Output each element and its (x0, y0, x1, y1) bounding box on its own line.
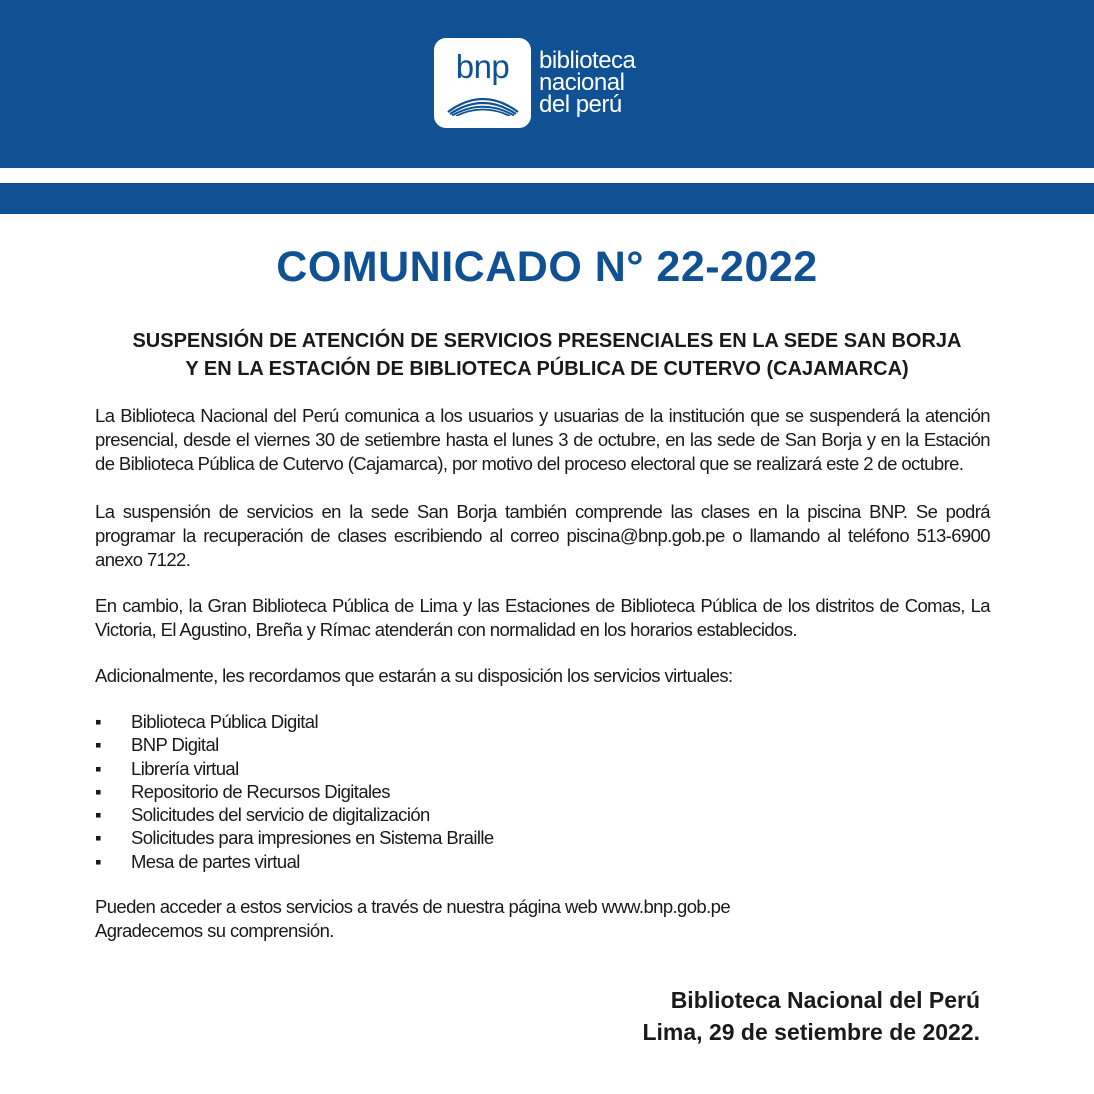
logo-line-3: del perú (539, 91, 622, 118)
list-item: ▪ Solicitudes para impresiones en Sistema Braille (95, 827, 494, 849)
communique-body (95, 404, 990, 943)
closing-text (95, 895, 990, 943)
paragraph-1: La Biblioteca Nacional del Perú comunica a los usuarios y usuarias de la institución que se suspenderá la atención presencial, desde el viernes 30 de setiembre hasta el lunes 3 de octubre, en las sede de San Borja y en la Estación de Biblioteca Pública de Cutervo (Cajamarca), por motivo del proceso electoral que se realizará este 2 de octubre. (95, 405, 990, 474)
list-item: ▪ Biblioteca Pública Digital (95, 711, 318, 732)
list-item: ▪ Librería virtual (95, 757, 239, 779)
subtitle-line-2: Y EN LA ESTACIÓN DE BIBLIOTECA PÚBLICA DE CUTERVO (CAJAMARCA) (185, 358, 909, 380)
bullet-icon: ▪ (95, 711, 101, 732)
logo-wordmark (539, 47, 636, 118)
header-banner (0, 0, 1094, 168)
bullet-icon: ▪ (95, 780, 101, 802)
list-item: ▪ BNP Digital (95, 734, 219, 756)
services-list (95, 710, 990, 873)
list-item: ▪ Repositorio de Recursos Digitales (95, 780, 390, 802)
list-item: ▪ Solicitudes del servicio de digitalización (95, 804, 430, 826)
logo-box (434, 38, 531, 128)
logo-short: bnp (455, 48, 510, 85)
logo-line-1: biblioteca (539, 47, 636, 74)
paragraph-3: En cambio, la Gran Biblioteca Pública de Lima y las Estaciones de Biblioteca Pública de los distritos de Comas, La Victoria, El Agustino, Breña y Rímac atenderán con normalidad en los horarios establecidos. (95, 595, 990, 640)
paragraph-2: La suspensión de servicios en la sede San Borja también comprende las clases en la piscina BNP. Se podrá programar la recuperación de clases escribiendo al correo piscina@bnp.gob.pe o llamando al teléfono 513-6900 anexo 7122. (95, 501, 990, 570)
bnp-logo (434, 38, 635, 128)
book-waves-icon (444, 90, 522, 116)
subtitle-line-1: SUSPENSIÓN DE ATENCIÓN DE SERVICIOS PRESENCIALES EN LA SEDE SAN BORJA (132, 330, 962, 352)
subtitle (40, 327, 1054, 383)
closing-line-2: Agradecemos su comprensión. (95, 920, 334, 942)
signature-line-2: Lima, 29 de setiembre de 2022. (642, 1019, 980, 1045)
logo-line-2: nacional (539, 69, 625, 96)
signature-line-1: Biblioteca Nacional del Perú (670, 987, 980, 1013)
bullet-icon: ▪ (95, 757, 101, 779)
header-stripe (0, 183, 1094, 214)
bullet-icon: ▪ (95, 827, 101, 849)
list-item: ▪ Mesa de partes virtual (95, 850, 300, 872)
bullet-icon: ▪ (95, 850, 101, 872)
signature (642, 984, 980, 1048)
bullet-icon: ▪ (95, 804, 101, 826)
closing-line-1: Pueden acceder a estos servicios a través de nuestra página web www.bnp.gob.pe (95, 896, 731, 918)
paragraph-4: Adicionalmente, les recordamos que estarán a su disposición los servicios virtuales: (95, 665, 733, 686)
bullet-icon: ▪ (95, 734, 101, 756)
page-title: COMUNICADO N° 22-2022 (276, 243, 818, 291)
